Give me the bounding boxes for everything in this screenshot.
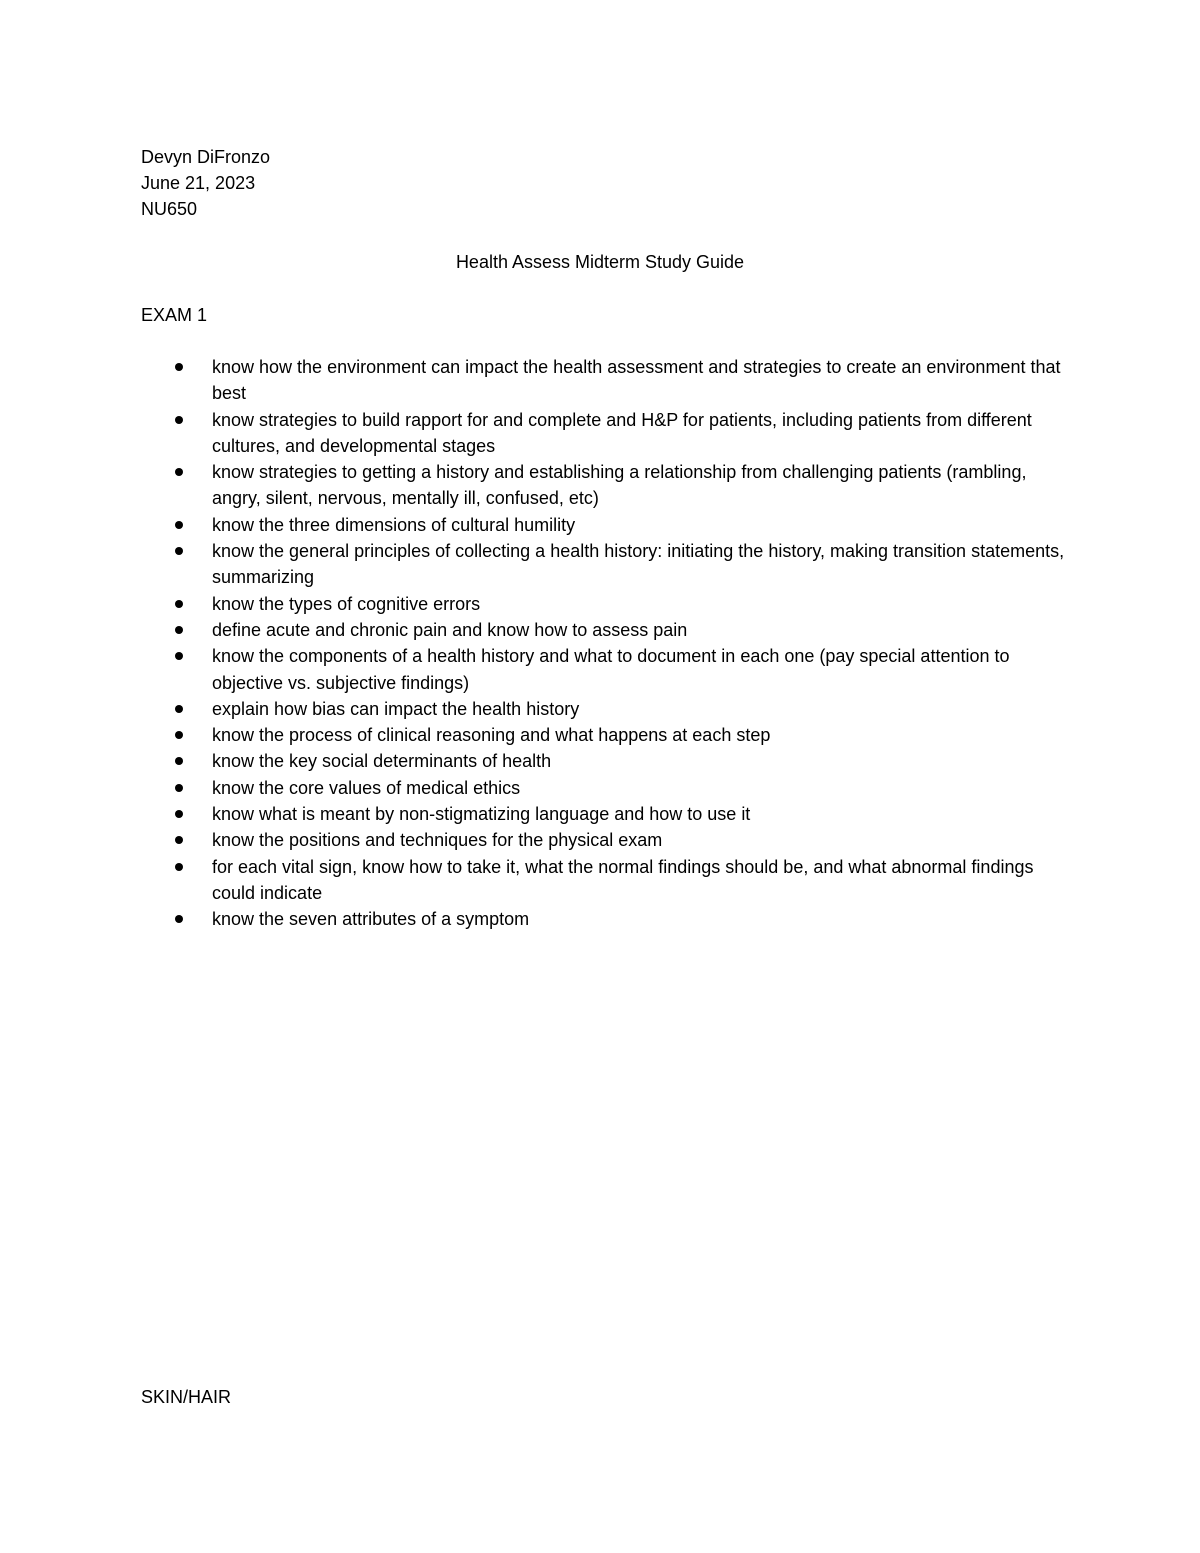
header-block: [141, 144, 270, 222]
list-item: [171, 775, 1071, 801]
list-item: [171, 591, 1071, 617]
list-item-text: know the key social determinants of health: [212, 751, 552, 772]
list-item: [171, 407, 1071, 460]
bullet-icon: [175, 863, 183, 871]
list-item-text: know the seven attributes of a symptom: [212, 909, 530, 930]
list-item: [171, 617, 1071, 643]
bullet-icon: [175, 784, 183, 792]
list-item-text: know the core values of medical ethics: [212, 777, 521, 798]
study-topics-list: [171, 354, 1071, 933]
list-item: [171, 538, 1071, 591]
document-title: Health Assess Midterm Study Guide: [455, 252, 745, 272]
bullet-icon: [175, 652, 183, 660]
course-code: NU650: [141, 199, 198, 219]
bullet-icon: [175, 626, 183, 634]
list-item-text: for each vital sign, know how to take it, what the normal findings should be, and what abnormal findings could indicate: [212, 856, 1034, 903]
list-item-text: know the types of cognitive errors: [212, 593, 481, 614]
bullet-icon: [175, 705, 183, 713]
exam-heading: EXAM 1: [141, 305, 208, 325]
list-item: [171, 906, 1071, 932]
document-date: June 21, 2023: [141, 173, 256, 193]
list-item: [171, 827, 1071, 853]
list-item-text: know the components of a health history and what to document in each one (pay special attention to objective vs. subjective findings): [212, 646, 1010, 693]
list-item: [171, 722, 1071, 748]
author-name: Devyn DiFronzo: [141, 147, 271, 167]
section-heading-skin-hair: SKIN/HAIR: [141, 1387, 232, 1407]
list-item-text: know strategies to build rapport for and complete and H&P for patients, including patients from different cultures, and developmental stages: [212, 409, 1032, 456]
list-item-text: know the three dimensions of cultural humility: [212, 514, 576, 535]
list-item: [171, 854, 1071, 907]
list-item-text: know what is meant by non-stigmatizing language and how to use it: [212, 804, 751, 825]
bullet-icon: [175, 416, 183, 424]
bullet-icon: [175, 810, 183, 818]
list-item-text: know how the environment can impact the health assessment and strategies to create an environment that best: [212, 357, 1061, 404]
list-item-text: know the positions and techniques for the physical exam: [212, 830, 663, 851]
list-item: [171, 459, 1071, 512]
list-item: [171, 512, 1071, 538]
list-item-text: explain how bias can impact the health history: [212, 698, 580, 719]
list-item-text: know the process of clinical reasoning and what happens at each step: [212, 725, 771, 746]
bullet-icon: [175, 521, 183, 529]
bullet-icon: [175, 468, 183, 476]
bullet-icon: [175, 915, 183, 923]
bullet-icon: [175, 600, 183, 608]
list-item: [171, 643, 1071, 696]
bullet-icon: [175, 757, 183, 765]
list-item-text: know strategies to getting a history and establishing a relationship from challenging patients (rambling, angry, silent, nervous, mentally ill, confused, etc): [212, 462, 1027, 509]
list-item: [171, 354, 1071, 407]
bullet-icon: [175, 731, 183, 739]
bullet-icon: [175, 547, 183, 555]
list-item-text: know the general principles of collecting a health history: initiating the history, making transition statements, summarizing: [212, 541, 1065, 588]
list-item: [171, 696, 1071, 722]
bullet-icon: [175, 363, 183, 371]
list-item-text: define acute and chronic pain and know how to assess pain: [212, 619, 688, 640]
bullet-icon: [175, 836, 183, 844]
list-item: [171, 748, 1071, 774]
list-item: [171, 801, 1071, 827]
